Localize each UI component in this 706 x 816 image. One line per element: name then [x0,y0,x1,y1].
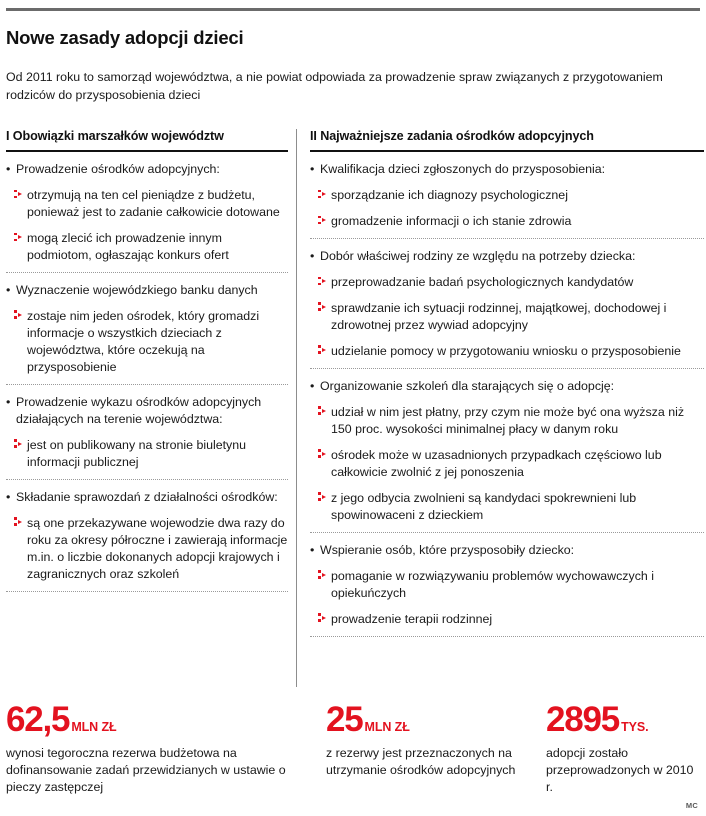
sub-bullet-label: sporządzanie ich diagnozy psychologicznej [331,188,568,203]
stat-number: 2895 [546,700,620,739]
stat-number: 62,5 [6,700,70,739]
sub-bullet-arrow-icon [318,569,327,582]
primary-bullet [6,394,288,428]
primary-bullet-label: Składanie sprawozdań z działalności ośrodków: [16,489,278,504]
primary-bullet [310,161,704,178]
stat-figure [326,702,532,737]
bullet-group [310,532,704,637]
sub-bullet-arrow-icon [318,188,327,201]
sub-bullet-arrow-icon [14,309,23,322]
stat-description: adopcji zostało przeprowadzonych w 2010 r. [546,746,694,794]
page-title: Nowe zasady adopcji dzieci [6,27,244,48]
bullet-dot-icon: • [310,162,315,177]
sub-bullet [310,343,704,360]
stat-item [326,702,546,796]
bullet-group [6,272,288,384]
bullet-group [6,384,288,479]
primary-bullet-label: Wspieranie osób, które przysposobiły dziecko: [320,542,575,557]
stat-item [546,702,702,796]
stat-unit: TYS. [621,720,649,734]
sub-bullet-label: prowadzenie terapii rodzinnej [331,611,493,626]
sub-bullet-arrow-icon [318,275,327,288]
stat-description: z rezerwy jest przeznaczonych na utrzymanie ośrodków adopcyjnych [326,746,516,777]
sub-bullet-arrow-icon [318,214,327,227]
sub-bullet [310,213,704,230]
page-subtitle: Od 2011 roku to samorząd województwa, a nie powiat odpowiada za prowadzenie spraw związanych z przygotowaniem rodziców do przysposobienia dzieci [6,70,663,102]
sub-bullet [6,437,288,471]
bullet-group [6,152,288,272]
column-left-heading: I Obowiązki marszałków województw [6,128,224,143]
sub-bullet-label: udzielanie pomocy w przygotowaniu wniosku o przysposobienie [331,343,681,358]
sub-bullet-arrow-icon [14,438,23,451]
sub-bullet-label: są one przekazywane wojewodzie dwa razy do roku za okresy półroczne i zawierają informacje m.in. o liczbie dokonanych adopcji krajowych i zagranicznych oraz szkoleń [27,515,288,581]
sub-bullet-arrow-icon [318,448,327,461]
primary-bullet [310,248,704,265]
sub-bullet [6,230,288,264]
sub-bullet-label: gromadzenie informacji o ich stanie zdrowia [331,214,572,229]
bullet-group [6,479,288,592]
sub-bullet-label: sprawdzanie ich sytuacji rodzinnej, majątkowej, dochodowej i zdrowotnej przez wywiad adopcyjny [331,300,667,332]
author-credit: MC [685,801,698,810]
stat-unit: MLN ZŁ [71,720,117,734]
sub-bullet-arrow-icon [14,231,23,244]
sub-bullet-label: otrzymują na ten cel pieniądze z budżetu, ponieważ jest to zadanie całkowicie dotowane [27,188,280,220]
sub-bullet [6,187,288,221]
sub-bullet-arrow-icon [318,491,327,504]
column-gap [288,129,310,637]
sub-bullet-arrow-icon [318,405,327,418]
bullet-group [310,368,704,532]
primary-bullet [6,282,288,299]
primary-bullet-label: Dobór właściwej rodziny ze względu na potrzeby dziecka: [320,249,636,264]
bullet-dot-icon: • [6,282,11,297]
stat-figure [6,702,312,737]
sub-bullet [6,515,288,583]
stat-number: 25 [326,700,363,739]
sub-bullet [310,447,704,481]
sub-bullet [310,404,704,438]
primary-bullet-label: Prowadzenie ośrodków adopcyjnych: [16,162,220,177]
bullet-dot-icon: • [310,249,315,264]
bullet-group [310,238,704,368]
column-left-groups [6,152,288,592]
sub-bullet-arrow-icon [318,344,327,357]
primary-bullet [310,542,704,559]
sub-bullet [310,490,704,524]
sub-bullet [310,300,704,334]
top-rule [6,8,700,11]
primary-bullet [6,489,288,506]
sub-bullet-label: ośrodek może w uzasadnionych przypadkach częściowo lub całkowicie zwolnić z jej ponoszenia [331,447,662,479]
sub-bullet [310,274,704,291]
column-right-heading: II Najważniejsze zadania ośrodków adopcyjnych [310,128,594,143]
sub-bullet-label: mogą zlecić ich prowadzenie innym podmiotom, ogłaszając konkurs ofert [27,231,229,262]
sub-bullet-arrow-icon [14,188,23,201]
sub-bullet-label: z jego odbycia zwolnieni są kandydaci spokrewnieni lub spowinowaceni z dzieckiem [331,490,637,522]
sub-bullet-arrow-icon [14,516,23,529]
sub-bullet [310,568,704,602]
bullet-dot-icon: • [310,378,315,393]
sub-bullet-label: pomaganie w rozwiązywaniu problemów wychowawczych i opiekuńczych [331,568,654,600]
bullet-group [310,152,704,238]
sub-bullet-label: przeprowadzanie badań psychologicznych kandydatów [331,275,634,289]
sub-bullet-arrow-icon [318,612,327,625]
bullet-dot-icon: • [6,489,11,504]
primary-bullet [6,161,288,178]
stat-unit: MLN ZŁ [364,720,410,734]
column-right-groups [310,152,704,637]
primary-bullet-label: Prowadzenie wykazu ośrodków adopcyjnych działających na terenie województwa: [16,394,262,426]
primary-bullet-label: Kwalifikacja dzieci zgłoszonych do przysposobienia: [320,162,606,177]
sub-bullet-label: jest on publikowany na stronie biuletynu informacji publicznej [27,437,247,469]
sub-bullet [6,308,288,376]
bullet-dot-icon: • [6,394,11,409]
primary-bullet [310,378,704,395]
sub-bullet [310,611,704,628]
sub-bullet-arrow-icon [318,301,327,314]
sub-bullet-label: udział w nim jest płatny, przy czym nie może być ona wyższa niż 150 proc. wysokości minimalnej płacy w danym roku [331,404,685,436]
column-right [310,129,704,637]
bullet-dot-icon: • [6,162,11,177]
stat-item [6,702,326,796]
statistics-row [6,702,700,796]
stat-figure [546,702,702,737]
primary-bullet-label: Organizowanie szkoleń dla starających się o adopcję: [320,378,615,393]
sub-bullet-label: zostaje nim jeden ośrodek, który gromadzi informacje o wszystkich dzieciach z województwa, które oczekują na przysposobienie [27,308,260,374]
bullet-dot-icon: • [310,542,315,557]
stat-description: wynosi tegoroczna rezerwa budżetowa na dofinansowanie zadań przewidzianych w ustawie o pieczy zastępczej [6,746,286,794]
primary-bullet-label: Wyznaczenie wojewódzkiego banku danych [16,282,258,297]
column-left [6,129,288,637]
column-separator [296,129,297,687]
columns-container [6,129,700,637]
sub-bullet [310,187,704,204]
